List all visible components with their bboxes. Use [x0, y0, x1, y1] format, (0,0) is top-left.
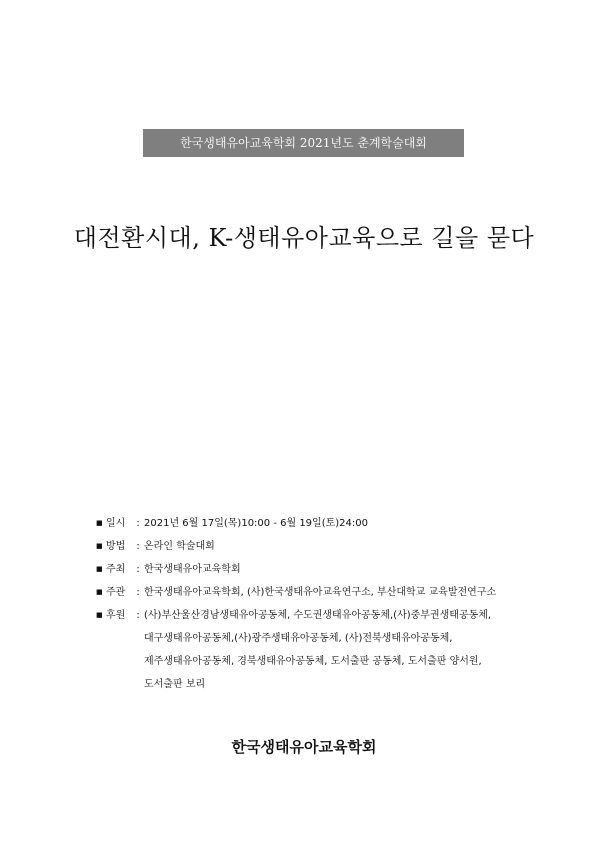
- colon: :: [136, 518, 140, 529]
- bullet-icon: ■: [96, 565, 103, 573]
- sponsor-line: (사)부산울산경남생태유아공동체, 수도권생태유아공동체,(사)중부권생태공동체,: [144, 610, 492, 621]
- info-row-date: [96, 512, 596, 535]
- bullet-icon: ■: [96, 588, 103, 596]
- bullet-icon: ■: [96, 542, 103, 550]
- event-info: [96, 512, 596, 696]
- conference-banner: 한국생태유아교육학회 2021년도 춘계학술대회: [143, 129, 464, 157]
- page-title: 대전환시대, K-생태유아교육으로 길을 묻다: [73, 224, 535, 252]
- organizer-label: 주관: [106, 587, 126, 598]
- info-row-host: [96, 558, 596, 581]
- date-label: 일시: [106, 518, 126, 529]
- organization-name: 한국생태유아교육학회: [231, 738, 377, 756]
- colon: :: [136, 564, 140, 575]
- colon: :: [136, 541, 140, 552]
- info-row-organizer: [96, 581, 596, 604]
- method-value: 온라인 학술대회: [144, 541, 215, 552]
- host-value: 한국생태유아교육학회: [144, 564, 241, 575]
- method-label: 방법: [106, 541, 126, 552]
- bullet-icon: ■: [96, 519, 103, 527]
- sponsor-line: 제주생태유아공동체, 경북생태유아공동체, 도서출판 공동체, 도서출판 양서원,: [144, 656, 482, 667]
- info-row-method: [96, 535, 596, 558]
- bullet-icon: ■: [96, 611, 103, 619]
- date-value: 2021년 6월 17일(목)10:00 - 6월 19일(토)24:00: [144, 518, 368, 529]
- organizer-value: 한국생태유아교육학회, (사)한국생태유아교육연구소, 부산대학교 교육발전연구소: [144, 587, 497, 598]
- sponsor-line: 도서출판 보리: [144, 679, 206, 690]
- host-label: 주최: [106, 564, 126, 575]
- info-row-sponsor: [96, 604, 596, 696]
- sponsor-line: 대구생태유아공동체,(사)광주생태유아공동체, (사)전북생태유아공동체,: [144, 633, 453, 644]
- colon: :: [136, 610, 140, 621]
- sponsor-label: 후원: [106, 610, 126, 621]
- sponsor-values: [144, 604, 596, 696]
- colon: :: [136, 587, 140, 598]
